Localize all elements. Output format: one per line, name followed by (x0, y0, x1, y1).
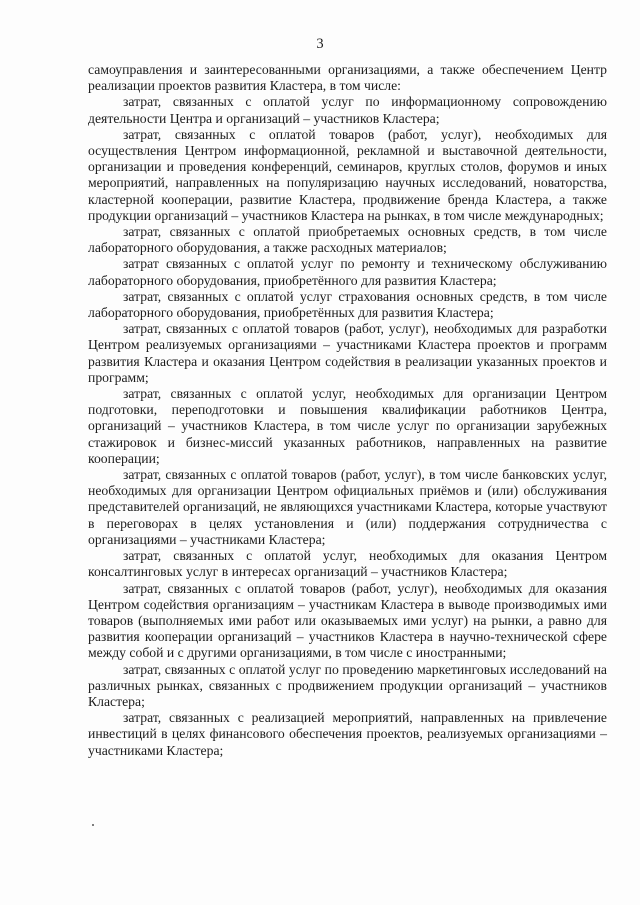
paragraph-marketing-research: затрат, связанных с оплатой услуг по проведению маркетинговых исследований на различных рынках, связанных с продвижением продукции организаций – участников Кластера; (88, 661, 607, 709)
paragraph-staff-training: затрат, связанных с оплатой услуг, необходимых для организации Центром подготовки, переподготовки и повышения квалификации работников Центра, организаций – участников Кластера, в том числе услуг по организации зарубежных стажировок и бизнес-миссий указанных работников, направленных на развитие кооперации; (88, 386, 607, 466)
paragraph-info-support: затрат, связанных с оплатой услуг по информационному сопровождению деятельности Центра и организаций – участников Кластера; (88, 94, 607, 126)
paragraph-consulting: затрат, связанных с оплатой услуг, необходимых для оказания Центром консалтинговых услуг в интересах организаций – участников Кластера; (88, 548, 607, 580)
paragraph-continuation: самоуправления и заинтересованными организациями, а также обеспечением Центр реализации проектов развития Кластера, в том числе: (88, 62, 607, 94)
paragraph-fixed-assets: затрат, связанных с оплатой приобретаемых основных средств, в том числе лабораторного оборудования, а также расходных материалов; (88, 224, 607, 256)
paragraph-market-access: затрат, связанных с оплатой товаров (работ, услуг), необходимых для оказания Центром содействия организациям – участникам Кластера в выводе производимых ими товаров (выполняемых ими работ или оказываемых ими услуг) на рынки, а равно для развития кооперации организаций – участников Кластера в научно-технической сфере между собой и с другими организациями, в том числе с иностранными; (88, 580, 607, 661)
page-number: 3 (316, 36, 324, 52)
paragraph-advertising-events: затрат, связанных с оплатой товаров (работ, услуг), необходимых для осуществления Центром информационной, рекламной и выставочной деятельности, организации и проведения конференций, семинаров, круглых столов, форумов и иных мероприятий, направленных на популяризацию научных исследований, новаторства, кластерной кооперации, развитие Кластера, продвижение бренда Кластера, а также продукции организаций – участников Кластера на рынках, в том числе международных; (88, 126, 607, 223)
margin-speck (92, 824, 94, 826)
document-body (88, 62, 607, 759)
paragraph-project-development: затрат, связанных с оплатой товаров (работ, услуг), необходимых для разработки Центром реализуемых организациями – участниками Кластера проектов и программ развития Кластера и оказания Центром содействия в реализации указанных проектов и программ; (88, 321, 607, 385)
paragraph-insurance: затрат, связанных с оплатой услуг страхования основных средств, в том числе лабораторного оборудования, приобретённых для развития Кластера; (88, 288, 607, 321)
paragraph-investment-attraction: затрат, связанных с реализацией мероприятий, направленных на привлечение инвестиций в целях финансового обеспечения проектов, реализуемых организациями – участниками Кластера; (88, 710, 607, 758)
paragraph-equipment-repair: затрат связанных с оплатой услуг по ремонту и техническому обслуживанию лабораторного оборудования, приобретённого для развития Кластера; (88, 256, 607, 288)
paragraph-official-receptions: затрат, связанных с оплатой товаров (работ, услуг), в том числе банковских услуг, необходимых для организации Центром официальных приёмов и (или) обслуживания представителей организаций, не являющихся участниками Кластера, которые участвуют в переговорах в целях установления и (или) поддержания сотрудничества с организациями – участниками Кластера; (88, 467, 607, 547)
